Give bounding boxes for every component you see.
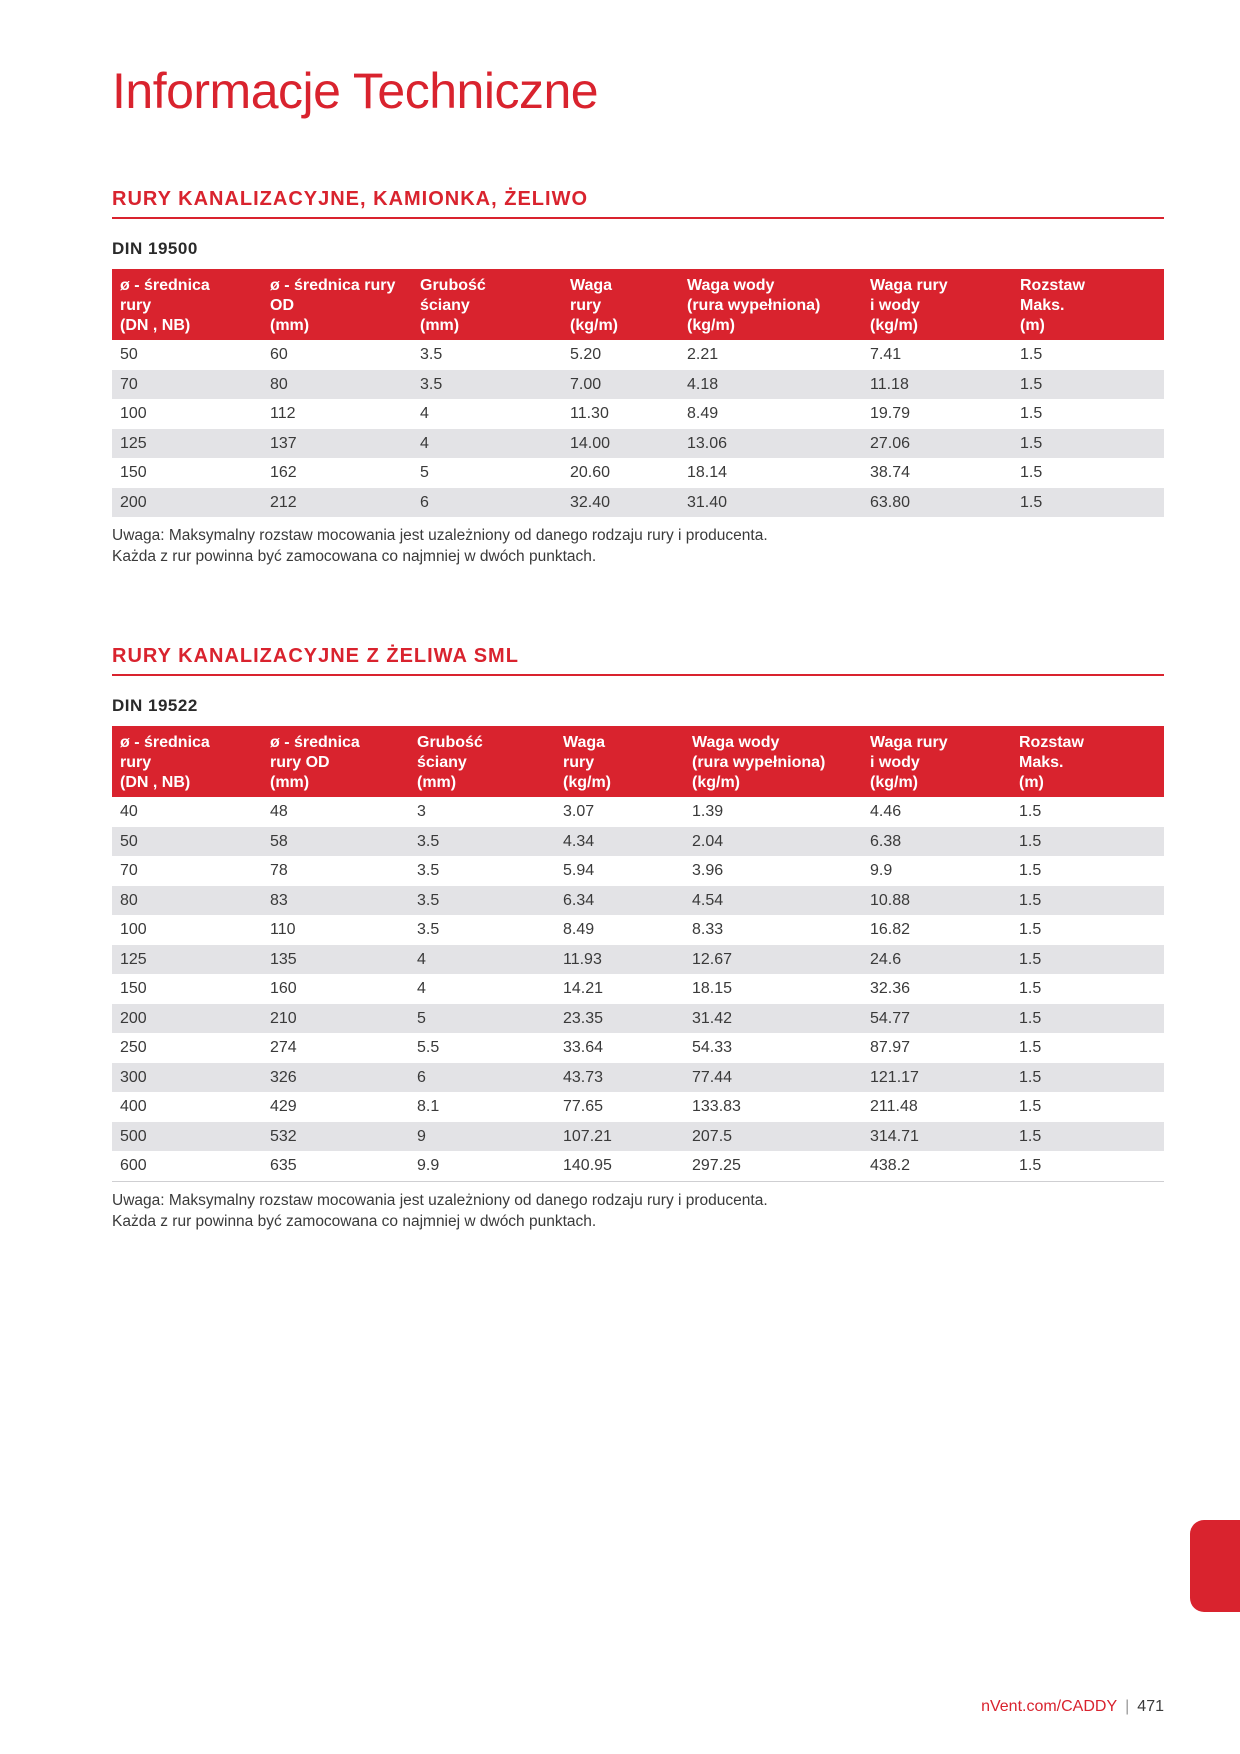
section-title: RURY KANALIZACYJNE Z ŻELIWA SML [112, 645, 1164, 676]
table-cell: 6 [409, 1063, 555, 1093]
table-cell: 207.5 [684, 1122, 862, 1152]
table-cell: 3 [417, 803, 426, 820]
header-cell: Rozstaw Maks. (m) [1012, 269, 1164, 340]
table-cell: 5.5 [417, 1039, 440, 1056]
header-cell: Waga rury (kg/m) [562, 269, 679, 340]
table-cell: 1.5 [1011, 1151, 1164, 1181]
table-cell: 4 [417, 980, 426, 997]
table-cell: 1.39 [692, 803, 724, 820]
table-cell: 19.79 [870, 405, 911, 422]
table-cell: 3.07 [563, 803, 595, 820]
table-cell: 70 [120, 862, 138, 879]
table-cell: 40 [120, 803, 138, 820]
table-cell: 1.5 [1012, 488, 1164, 518]
table-cell: 11.18 [862, 370, 1012, 400]
table-cell: 9.9 [409, 1151, 555, 1181]
table-cell: 200 [112, 488, 262, 518]
table-cell: 1.5 [1019, 1039, 1042, 1056]
table-cell: 12.67 [684, 945, 862, 975]
table-cell: 33.64 [563, 1039, 604, 1056]
table-cell: 20.60 [570, 464, 611, 481]
table-row [112, 1033, 1164, 1063]
table-cell: 8.49 [563, 921, 595, 938]
header-cell: ø - średnica rury (DN , NB) [112, 726, 262, 797]
page-number: 471 [1137, 1698, 1164, 1715]
footer-separator: | [1125, 1698, 1130, 1715]
header-cell: Waga wody (rura wypełniona) (kg/m) [684, 726, 862, 797]
table-row [112, 797, 1164, 827]
table-cell: 1.5 [1011, 1063, 1164, 1093]
table-cell: 43.73 [555, 1063, 684, 1093]
table-cell: 600 [112, 1151, 262, 1181]
table-cell: 11.30 [570, 405, 609, 422]
table-cell: 1.5 [1011, 1004, 1164, 1034]
table-cell: 70 [112, 370, 262, 400]
header-cell: Grubość ściany (mm) [409, 726, 555, 797]
table-cell: 314.71 [862, 1122, 1011, 1152]
table-cell: 4 [409, 945, 555, 975]
table-cell: 2.21 [687, 346, 719, 363]
table-cell: 1.5 [1011, 945, 1164, 975]
table-cell: 58 [262, 827, 409, 857]
section-title: RURY KANALIZACYJNE, KAMIONKA, ŻELIWO [112, 188, 1164, 219]
section-din-19522 [112, 645, 1164, 1232]
table-cell: 78 [270, 862, 288, 879]
table-cell: 5 [420, 464, 429, 481]
table-cell: 1.5 [1019, 803, 1042, 820]
table-cell: 635 [262, 1151, 409, 1181]
table-cell: 210 [262, 1004, 409, 1034]
table-cell: 80 [262, 370, 412, 400]
table-cell: 10.88 [862, 886, 1011, 916]
header-cell: Grubość ściany (mm) [412, 269, 562, 340]
table-cell: 500 [112, 1122, 262, 1152]
table-cell: 9.9 [870, 862, 893, 879]
spec-table-din-19522 [112, 726, 1164, 1182]
header-cell: Rozstaw Maks. (m) [1011, 726, 1164, 797]
table-row [112, 399, 1164, 429]
table-cell: 4.54 [684, 886, 862, 916]
table-row [112, 1004, 1164, 1034]
page-footer [981, 1698, 1164, 1716]
table-cell: 6 [412, 488, 562, 518]
table-cell: 1.5 [1019, 862, 1042, 879]
table-row [112, 1063, 1164, 1093]
table-header-row [112, 269, 1164, 340]
table-cell: 24.6 [862, 945, 1011, 975]
table-row [112, 974, 1164, 1004]
table-row [112, 1092, 1164, 1122]
table-cell: 3.5 [417, 862, 440, 879]
standard-label: DIN 19522 [112, 696, 198, 715]
table-cell: 100 [120, 405, 147, 422]
footer-site-link[interactable]: nVent.com/CADDY [981, 1698, 1118, 1715]
table-row [112, 856, 1164, 886]
table-cell: 2.04 [684, 827, 862, 857]
table-cell: 125 [112, 945, 262, 975]
table-cell: 125 [112, 429, 262, 459]
table-row [112, 458, 1164, 488]
header-cell: Waga rury i wody (kg/m) [862, 269, 1012, 340]
table-cell: 1.5 [1012, 370, 1164, 400]
table-cell: 326 [262, 1063, 409, 1093]
standard-label: DIN 19500 [112, 239, 198, 258]
table-cell: 18.14 [687, 464, 728, 481]
header-cell: Waga rury (kg/m) [555, 726, 684, 797]
table-cell: 1.5 [1011, 827, 1164, 857]
header-cell: Waga wody (rura wypełniona) (kg/m) [679, 269, 862, 340]
table-cell: 48 [270, 803, 288, 820]
table-row [112, 915, 1164, 945]
table-cell: 8.49 [687, 405, 719, 422]
section-din-19500 [112, 188, 1164, 567]
header-cell: ø - średnica rury OD (mm) [262, 726, 409, 797]
table-cell: 8.1 [417, 1098, 440, 1115]
table-cell: 211.48 [870, 1098, 918, 1115]
table-cell: 5 [409, 1004, 555, 1034]
table-cell: 212 [262, 488, 412, 518]
table-cell: 133.83 [692, 1098, 741, 1115]
table-cell: 297.25 [684, 1151, 862, 1181]
table-cell: 63.80 [862, 488, 1012, 518]
table-cell: 32.40 [562, 488, 679, 518]
table-cell: 1.5 [1011, 886, 1164, 916]
table-cell: 438.2 [862, 1151, 1011, 1181]
table-cell: 121.17 [862, 1063, 1011, 1093]
table-cell: 1.5 [1020, 346, 1043, 363]
table-row [112, 1151, 1164, 1181]
table-cell: 4 [412, 429, 562, 459]
table-row [112, 488, 1164, 518]
table-cell: 1.5 [1012, 429, 1164, 459]
table-row [112, 340, 1164, 370]
table-cell: 14.00 [562, 429, 679, 459]
table-cell: 1.5 [1011, 1122, 1164, 1152]
table-cell: 9 [409, 1122, 555, 1152]
table-cell: 11.93 [555, 945, 684, 975]
table-cell: 87.97 [870, 1039, 911, 1056]
table-cell: 112 [270, 405, 296, 422]
table-cell: 38.74 [870, 464, 911, 481]
table-cell: 150 [120, 980, 147, 997]
table-cell: 5.20 [570, 346, 602, 363]
table-cell: 31.40 [679, 488, 862, 518]
table-cell: 77.44 [684, 1063, 862, 1093]
table-cell: 1.5 [1019, 980, 1042, 997]
table-row [112, 370, 1164, 400]
table-cell: 162 [270, 464, 297, 481]
table-cell: 1.5 [1020, 405, 1043, 422]
table-cell: 60 [270, 346, 288, 363]
note-line: Każda z rur powinna być zamocowana co najmniej w dwóch punktach. [112, 1212, 597, 1230]
table-row [112, 945, 1164, 975]
chapter-tab [1190, 1520, 1240, 1612]
table-cell: 137 [262, 429, 412, 459]
table-cell: 1.5 [1020, 464, 1043, 481]
note-line: Każda z rur powinna być zamocowana co najmniej w dwóch punktach. [112, 548, 597, 565]
note-line: Uwaga: Maksymalny rozstaw mocowania jest uzależniony od danego rodzaju rury i producenta. [112, 1191, 768, 1209]
table-header-row [112, 726, 1164, 797]
table-cell: 532 [262, 1122, 409, 1152]
table-cell: 1.5 [1019, 1098, 1042, 1115]
table-cell: 27.06 [862, 429, 1012, 459]
table-cell: 54.77 [862, 1004, 1011, 1034]
table-cell: 80 [112, 886, 262, 916]
table-cell: 77.65 [563, 1098, 604, 1115]
table-cell: 160 [270, 980, 297, 997]
table-cell: 16.82 [870, 921, 911, 938]
table-cell: 4.46 [870, 803, 902, 820]
table-cell: 3.5 [409, 886, 555, 916]
table-cell: 5.94 [563, 862, 595, 879]
table-cell: 3.96 [692, 862, 724, 879]
table-cell: 8.33 [692, 921, 724, 938]
table-cell: 107.21 [555, 1122, 684, 1152]
page-title: Informacje Techniczne [112, 63, 599, 119]
table-cell: 135 [262, 945, 409, 975]
table-note [112, 1190, 1164, 1232]
header-cell: ø - średnica rury OD (mm) [262, 269, 412, 340]
table-cell: 250 [120, 1039, 147, 1056]
header-cell: Waga rury i wody (kg/m) [862, 726, 1011, 797]
table-cell: 1.5 [1019, 921, 1042, 938]
table-cell: 429 [270, 1098, 297, 1115]
table-cell: 3.5 [417, 921, 440, 938]
table-cell: 14.21 [563, 980, 604, 997]
table-cell: 23.35 [555, 1004, 684, 1034]
table-row [112, 429, 1164, 459]
table-cell: 200 [112, 1004, 262, 1034]
table-cell: 110 [270, 921, 296, 938]
table-cell: 274 [270, 1039, 297, 1056]
header-cell: ø - średnica rury (DN , NB) [112, 269, 262, 340]
table-cell: 31.42 [684, 1004, 862, 1034]
table-cell: 32.36 [870, 980, 911, 997]
note-line: Uwaga: Maksymalny rozstaw mocowania jest uzależniony od danego rodzaju rury i producenta. [112, 527, 768, 544]
table-cell: 54.33 [692, 1039, 733, 1056]
table-cell: 300 [112, 1063, 262, 1093]
table-cell: 50 [120, 346, 138, 363]
table-cell: 7.41 [870, 346, 902, 363]
table-cell: 4 [420, 405, 429, 422]
table-cell: 13.06 [679, 429, 862, 459]
table-cell: 3.5 [420, 346, 443, 363]
table-row [112, 886, 1164, 916]
table-cell: 4.34 [555, 827, 684, 857]
table-cell: 4.18 [679, 370, 862, 400]
table-cell: 150 [120, 464, 147, 481]
table-cell: 400 [120, 1098, 147, 1115]
table-cell: 6.38 [862, 827, 1011, 857]
table-cell: 100 [120, 921, 147, 938]
table-cell: 140.95 [555, 1151, 684, 1181]
spec-table-din-19500 [112, 269, 1164, 517]
table-cell: 18.15 [692, 980, 733, 997]
table-cell: 3.5 [409, 827, 555, 857]
table-row [112, 1122, 1164, 1152]
table-row [112, 827, 1164, 857]
table-cell: 7.00 [562, 370, 679, 400]
table-cell: 3.5 [412, 370, 562, 400]
table-note [112, 525, 1164, 567]
table-cell: 83 [262, 886, 409, 916]
table-cell: 50 [112, 827, 262, 857]
table-cell: 6.34 [555, 886, 684, 916]
